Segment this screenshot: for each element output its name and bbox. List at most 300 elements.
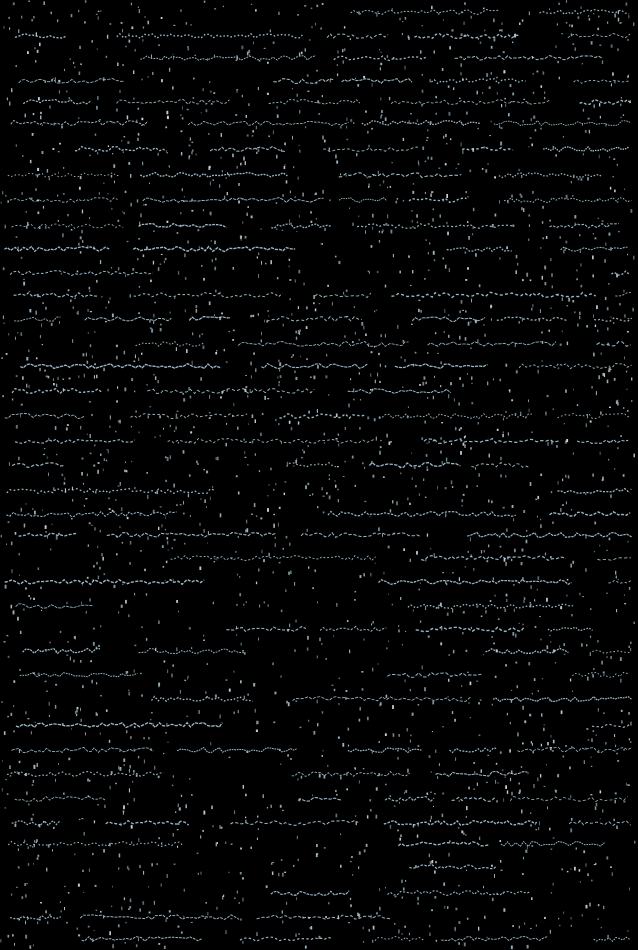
noise-dot xyxy=(507,713,508,716)
noise-dot xyxy=(77,928,79,930)
noise-dot xyxy=(89,287,91,290)
noise-dot xyxy=(345,427,346,430)
noise-dot xyxy=(45,531,46,533)
noise-dot xyxy=(538,690,539,692)
noise-dot xyxy=(82,210,83,214)
noise-dot xyxy=(25,921,26,925)
noise-dot xyxy=(461,697,462,698)
noise-dot xyxy=(233,403,234,406)
noise-dot xyxy=(553,651,555,652)
noise-dot xyxy=(186,349,188,353)
noise-dot xyxy=(210,417,211,419)
noise-dot xyxy=(148,737,149,739)
noise-dot xyxy=(214,561,215,562)
noise-dot xyxy=(589,130,590,134)
noise-dot xyxy=(597,28,599,30)
noise-dot xyxy=(630,648,631,651)
noise-dot xyxy=(90,660,92,662)
noise-dot xyxy=(471,299,472,303)
noise-dot xyxy=(420,583,421,584)
noise-dot xyxy=(48,438,49,441)
noise-dot xyxy=(550,556,551,558)
noise-dot xyxy=(471,627,472,629)
noise-dot xyxy=(223,895,224,897)
noise-dot xyxy=(269,484,270,486)
noise-dot xyxy=(116,536,118,538)
noise-dot xyxy=(469,170,471,172)
noise-dot xyxy=(316,82,317,84)
noise-dot xyxy=(355,816,356,817)
noise-dot xyxy=(127,116,129,120)
noise-dot xyxy=(350,898,351,900)
noise-dot xyxy=(282,921,283,924)
noise-dot xyxy=(327,285,329,287)
scribble-stroke xyxy=(550,512,631,516)
noise-dot xyxy=(32,508,33,510)
noise-dot xyxy=(167,537,169,539)
noise-dot xyxy=(56,384,57,387)
noise-dot xyxy=(24,840,25,842)
noise-dot xyxy=(592,256,594,260)
noise-dot xyxy=(148,886,149,887)
noise-dot xyxy=(438,13,439,15)
noise-dot xyxy=(431,816,432,819)
noise-dot xyxy=(444,309,445,313)
noise-dot xyxy=(38,568,40,571)
noise-dot xyxy=(139,865,141,868)
noise-dot xyxy=(75,636,77,640)
noise-dot xyxy=(474,771,475,773)
scribble-stroke xyxy=(494,121,630,126)
noise-dot xyxy=(17,771,18,774)
noise-dot xyxy=(498,782,499,784)
noise-dot xyxy=(603,671,605,673)
noise-dot xyxy=(166,723,167,724)
noise-dot xyxy=(147,495,148,499)
noise-dot xyxy=(491,121,492,123)
noise-dot xyxy=(481,769,483,772)
noise-dot xyxy=(143,737,145,739)
noise-dot xyxy=(77,271,79,273)
noise-dot xyxy=(141,695,142,697)
noise-dot xyxy=(193,97,195,99)
noise-dot xyxy=(427,469,429,471)
noise-dot xyxy=(378,664,379,665)
noise-dot xyxy=(513,584,514,586)
noise-dot xyxy=(372,174,374,175)
noise-dot xyxy=(70,58,72,60)
noise-dot xyxy=(402,387,403,388)
noise-dot xyxy=(226,930,227,934)
noise-dot xyxy=(486,560,488,562)
noise-dot xyxy=(605,297,607,300)
noise-dot xyxy=(607,343,609,346)
noise-dot xyxy=(466,816,467,818)
noise-dot xyxy=(385,223,387,226)
noise-dot xyxy=(229,175,230,177)
noise-dot xyxy=(417,835,419,838)
noise-dot xyxy=(432,731,433,732)
noise-dot xyxy=(153,321,154,324)
noise-dot xyxy=(344,26,345,28)
scattered-dots xyxy=(1,0,636,949)
noise-dot xyxy=(78,118,80,119)
noise-dot xyxy=(353,388,354,391)
scribble-stroke xyxy=(414,34,520,39)
noise-dot xyxy=(311,8,313,9)
noise-dot xyxy=(492,704,493,706)
noise-dot xyxy=(429,925,430,928)
noise-dot xyxy=(166,561,168,563)
noise-dot xyxy=(224,196,225,199)
noise-dot xyxy=(500,379,502,382)
noise-dot xyxy=(379,888,380,891)
noise-dot xyxy=(509,389,510,392)
noise-dot xyxy=(307,483,309,485)
noise-dot xyxy=(620,679,621,683)
scribble-stroke xyxy=(85,317,172,321)
noise-dot xyxy=(67,424,69,426)
noise-dot xyxy=(558,3,560,5)
noise-dot xyxy=(89,869,90,872)
noise-dot xyxy=(43,206,44,209)
noise-dot xyxy=(39,919,41,921)
noise-dot xyxy=(581,7,582,9)
noise-dot xyxy=(297,836,298,839)
noise-dot xyxy=(616,400,617,404)
noise-dot xyxy=(253,352,255,355)
scribble-stroke xyxy=(230,821,358,826)
noise-dot xyxy=(307,648,309,651)
noise-dot xyxy=(461,300,463,304)
noise-dot xyxy=(564,423,565,424)
noise-dot xyxy=(359,780,360,783)
scribble-stroke xyxy=(412,317,485,321)
noise-dot xyxy=(522,577,523,580)
noise-dot xyxy=(234,897,236,899)
noise-dot xyxy=(33,113,35,115)
noise-dot xyxy=(248,103,250,106)
noise-dot xyxy=(262,550,263,554)
noise-dot xyxy=(9,765,11,769)
noise-dot xyxy=(461,685,462,686)
noise-dot xyxy=(121,907,122,911)
noise-dot xyxy=(18,848,19,851)
noise-dot xyxy=(134,391,135,393)
noise-dot xyxy=(257,816,258,818)
noise-dot xyxy=(102,557,104,561)
noise-dot xyxy=(585,535,587,539)
noise-dot xyxy=(136,120,137,123)
noise-dot xyxy=(598,16,599,18)
noise-dot xyxy=(302,449,303,450)
noise-dot xyxy=(103,183,104,184)
noise-dot xyxy=(616,609,617,612)
noise-dot xyxy=(138,238,140,240)
noise-dot xyxy=(466,650,468,652)
noise-dot xyxy=(310,927,311,929)
noise-dot xyxy=(515,413,516,415)
noise-dot xyxy=(339,703,340,705)
noise-dot xyxy=(325,916,327,918)
noise-dot xyxy=(523,99,525,100)
noise-dot xyxy=(14,943,15,946)
noise-dot xyxy=(38,174,39,176)
noise-dot xyxy=(522,318,523,322)
noise-dot xyxy=(591,738,593,742)
noise-dot xyxy=(16,144,17,147)
noise-dot xyxy=(30,160,32,163)
noise-dot xyxy=(306,306,307,309)
noise-dot xyxy=(215,352,217,354)
noise-dot xyxy=(361,322,363,326)
noise-dot xyxy=(226,679,228,681)
noise-dot xyxy=(448,335,450,338)
noise-dot xyxy=(383,476,384,477)
noise-dot xyxy=(250,389,251,393)
noise-dot xyxy=(519,623,520,624)
noise-dot xyxy=(183,201,185,202)
noise-dot xyxy=(74,66,75,68)
noise-dot xyxy=(609,441,610,443)
noise-dot xyxy=(160,506,162,507)
noise-dot xyxy=(630,722,631,726)
noise-dot xyxy=(257,533,259,534)
noise-dot xyxy=(212,825,213,827)
noise-dot xyxy=(186,22,187,25)
noise-dot xyxy=(392,705,394,709)
noise-dot xyxy=(15,532,17,535)
noise-dot xyxy=(177,411,179,412)
noise-dot xyxy=(63,167,64,169)
noise-dot xyxy=(89,598,91,601)
noise-dot xyxy=(426,140,427,141)
noise-dot xyxy=(49,642,51,644)
noise-dot xyxy=(530,482,532,486)
noise-dot xyxy=(303,451,305,453)
noise-dot xyxy=(261,229,262,230)
noise-dot xyxy=(284,872,286,873)
noise-dot xyxy=(367,717,369,721)
noise-dot xyxy=(592,674,593,675)
noise-dot xyxy=(304,5,306,7)
noise-dot xyxy=(424,687,425,691)
noise-dot xyxy=(68,892,70,894)
noise-dot xyxy=(452,572,454,574)
noise-dot xyxy=(478,927,479,931)
noise-dot xyxy=(83,892,84,893)
noise-dot xyxy=(276,155,277,159)
scribble-stroke xyxy=(609,580,632,583)
noise-dot xyxy=(330,79,331,83)
noise-dot xyxy=(473,226,474,229)
noise-dot xyxy=(100,625,101,627)
noise-dot xyxy=(110,415,111,419)
noise-dot xyxy=(630,741,631,743)
noise-dot xyxy=(452,29,454,31)
noise-dot xyxy=(401,880,402,883)
noise-dot xyxy=(585,863,586,867)
noise-dot xyxy=(8,935,10,938)
noise-dot xyxy=(209,301,211,305)
noise-dot xyxy=(146,246,148,249)
noise-dot xyxy=(89,780,91,782)
noise-dot xyxy=(329,496,331,500)
noise-dot xyxy=(573,175,575,177)
scribble-stroke xyxy=(409,198,467,202)
scribble-stroke xyxy=(5,580,204,585)
noise-dot xyxy=(477,128,479,129)
noise-dot xyxy=(593,668,594,669)
noise-dot xyxy=(336,414,338,418)
noise-dot xyxy=(296,897,297,900)
noise-dot xyxy=(613,159,615,160)
noise-dot xyxy=(85,1,86,3)
noise-dot xyxy=(602,220,604,221)
noise-dot xyxy=(393,57,395,59)
noise-dot xyxy=(614,734,615,737)
noise-dot xyxy=(463,833,464,835)
noise-dot xyxy=(443,200,444,202)
noise-dot xyxy=(86,353,87,357)
noise-dot xyxy=(118,867,119,869)
noise-dot xyxy=(569,24,571,27)
noise-dot xyxy=(298,422,300,425)
noise-dot xyxy=(618,18,619,22)
noise-dot xyxy=(407,416,409,419)
noise-dot xyxy=(545,282,547,285)
noise-dot xyxy=(72,339,73,343)
noise-dot xyxy=(269,553,270,557)
noise-dot xyxy=(308,445,309,447)
noise-dot xyxy=(372,389,373,390)
noise-dot xyxy=(542,276,543,280)
noise-dot xyxy=(561,33,563,34)
noise-dot xyxy=(72,499,73,502)
noise-dot xyxy=(68,289,70,291)
noise-dot xyxy=(621,720,622,723)
noise-dot xyxy=(420,50,421,53)
scribble-stroke xyxy=(14,293,99,298)
noise-dot xyxy=(468,787,469,790)
noise-dot xyxy=(177,846,178,848)
scribble-stroke xyxy=(416,627,525,632)
noise-dot xyxy=(100,454,101,456)
noise-dot xyxy=(53,383,55,385)
scribble-stroke xyxy=(134,293,283,298)
noise-dot xyxy=(412,713,414,716)
noise-dot xyxy=(71,229,73,230)
noise-dot xyxy=(87,577,89,579)
noise-dot xyxy=(97,804,99,805)
noise-dot xyxy=(521,196,523,198)
noise-dot xyxy=(44,448,45,449)
noise-dot xyxy=(607,327,608,330)
noise-dot xyxy=(598,218,600,219)
noise-dot xyxy=(465,35,467,37)
noise-dot xyxy=(242,941,243,944)
noise-dot xyxy=(139,286,140,288)
noise-dot xyxy=(27,51,29,54)
noise-dot xyxy=(275,537,276,539)
noise-dot xyxy=(162,545,164,548)
noise-dot xyxy=(100,733,101,735)
noise-dot xyxy=(553,146,555,148)
noise-dot xyxy=(174,430,175,432)
noise-dot xyxy=(308,411,310,414)
noise-dot xyxy=(485,169,487,173)
noise-dot xyxy=(475,253,477,257)
noise-dot xyxy=(378,353,380,355)
noise-dot xyxy=(429,441,430,443)
noise-dot xyxy=(338,261,340,264)
noise-dot xyxy=(565,745,566,747)
noise-dot xyxy=(71,14,73,17)
noise-dot xyxy=(536,925,537,927)
noise-dot xyxy=(144,760,145,764)
noise-dot xyxy=(206,471,208,474)
noise-dot xyxy=(92,939,94,941)
noise-dot xyxy=(172,664,174,667)
noise-dot xyxy=(184,543,185,545)
noise-dot xyxy=(96,562,97,565)
noise-dot xyxy=(111,906,112,907)
noise-dot xyxy=(293,354,294,356)
noise-dot xyxy=(436,113,437,115)
noise-dot xyxy=(81,472,83,476)
noise-dot xyxy=(125,942,126,944)
scribble-stroke xyxy=(501,842,605,847)
noise-dot xyxy=(140,513,141,516)
noise-dot xyxy=(418,745,420,747)
noise-dot xyxy=(559,925,561,926)
noise-dot xyxy=(158,267,160,271)
noise-dot xyxy=(85,498,87,499)
noise-dot xyxy=(630,100,631,102)
noise-dot xyxy=(69,378,71,380)
noise-dot xyxy=(82,818,84,819)
noise-dot xyxy=(58,80,60,82)
noise-dot xyxy=(600,790,602,793)
noise-dot xyxy=(387,187,388,188)
noise-dot xyxy=(343,292,344,295)
noise-dot xyxy=(80,251,82,253)
noise-dot xyxy=(329,479,330,480)
noise-dot xyxy=(37,168,39,171)
noise-dot xyxy=(623,114,624,116)
noise-dot xyxy=(219,317,221,320)
noise-dot xyxy=(71,518,73,519)
noise-dot xyxy=(21,16,22,19)
noise-dot xyxy=(511,195,513,198)
noise-dot xyxy=(167,541,168,545)
noise-dot xyxy=(350,38,351,40)
noise-dot xyxy=(364,573,365,576)
noise-dot xyxy=(158,943,160,945)
noise-dot xyxy=(627,76,629,78)
noise-dot xyxy=(119,751,120,752)
noise-dot xyxy=(372,227,373,230)
noise-dot xyxy=(237,427,238,430)
noise-dot xyxy=(96,910,98,911)
noise-dot xyxy=(284,166,286,169)
scribble-stroke xyxy=(140,56,316,61)
noise-dot xyxy=(149,406,151,407)
noise-dot xyxy=(458,827,460,828)
noise-dot xyxy=(223,6,224,7)
noise-dot xyxy=(277,106,278,109)
noise-dot xyxy=(237,891,238,894)
